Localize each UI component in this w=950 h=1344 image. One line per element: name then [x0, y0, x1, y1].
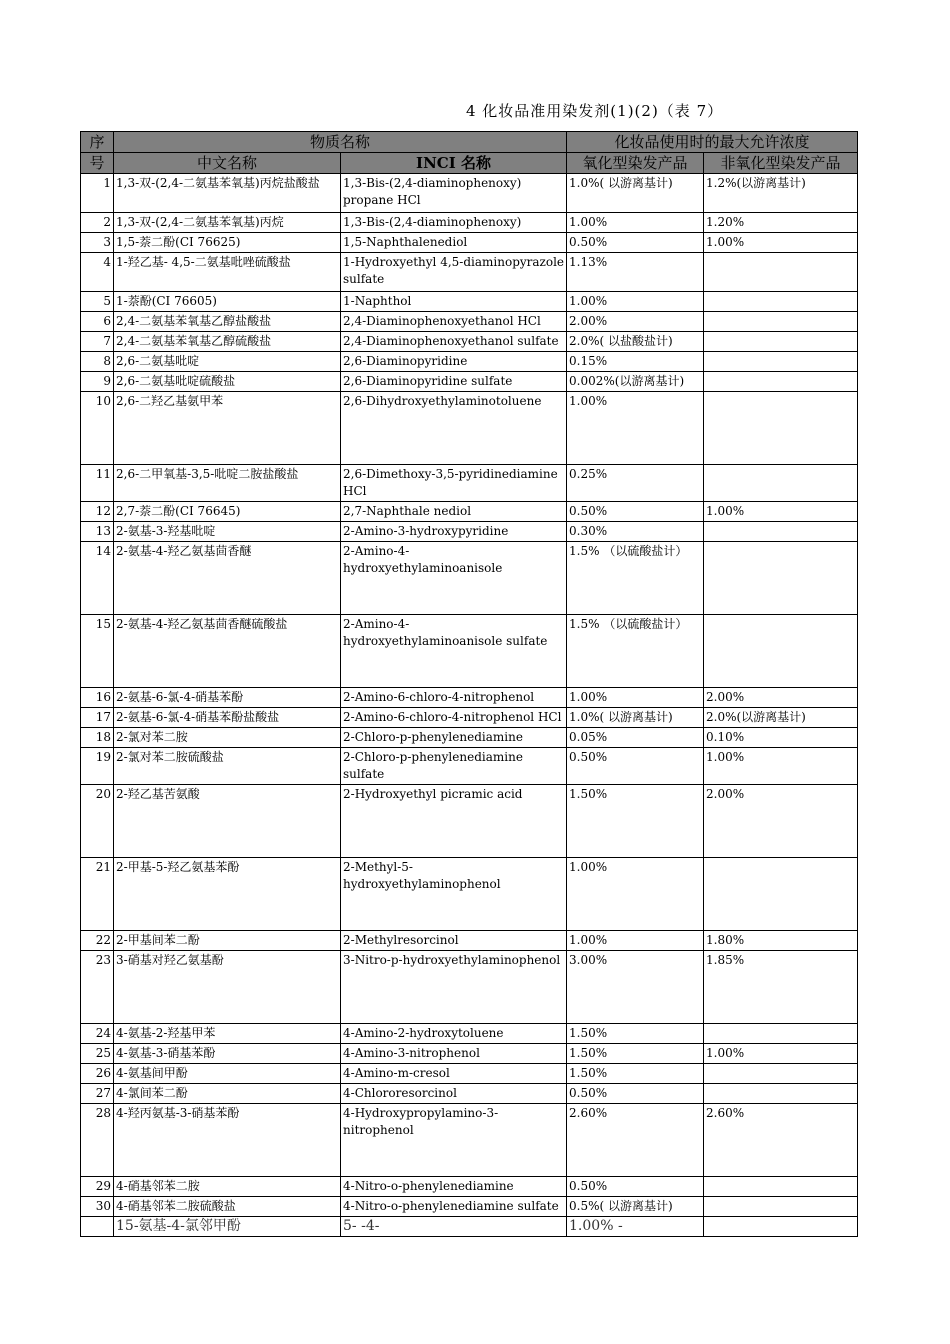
cell-number: 3	[81, 233, 114, 253]
table-row	[81, 615, 858, 688]
cell-inci-name: 1-Hydroxyethyl 4,5-diaminopyrazole sulfate	[341, 253, 567, 292]
cell-non-oxidative	[704, 332, 858, 352]
cell-chinese-name: 2-氨基-4-羟乙氨基茴香醚硫酸盐	[114, 615, 341, 688]
table-row	[81, 708, 858, 728]
cell-non-oxidative: 1.00%	[704, 502, 858, 522]
cell-number: 17	[81, 708, 114, 728]
cell-chinese-name: 2-氯对苯二胺硫酸盐	[114, 748, 341, 785]
cell-non-oxidative: 1.80%	[704, 931, 858, 951]
cell-inci-name: 2-Methyl-5-hydroxyethylaminophenol	[341, 858, 567, 931]
cell-non-oxidative: 1.20%	[704, 213, 858, 233]
table-row	[81, 1197, 858, 1217]
cell-non-oxidative	[704, 392, 858, 465]
cell-number: 9	[81, 372, 114, 392]
cell-number: 11	[81, 465, 114, 502]
cell-number: 27	[81, 1084, 114, 1104]
header-seq-top: 序	[81, 132, 114, 153]
cell-number: 16	[81, 688, 114, 708]
cell-non-oxidative	[704, 372, 858, 392]
header-max-concentration: 化妆品使用时的最大允许浓度	[567, 132, 858, 153]
table-row	[81, 352, 858, 372]
cell-non-oxidative: 2.60%	[704, 1104, 858, 1177]
cell-inci-name: 2-Amino-3-hydroxypyridine	[341, 522, 567, 542]
cell-non-oxidative	[704, 1064, 858, 1084]
cell-oxidative: 0.50%	[567, 748, 704, 785]
cell-non-oxidative	[704, 542, 858, 615]
cell-non-oxidative: 1.85%	[704, 951, 858, 1024]
cell-number: 7	[81, 332, 114, 352]
cell-non-oxidative	[704, 1177, 858, 1197]
table-row	[81, 233, 858, 253]
cell-number	[81, 1217, 114, 1237]
table-row	[81, 1177, 858, 1197]
cell-number: 12	[81, 502, 114, 522]
cell-number: 13	[81, 522, 114, 542]
cell-oxidative: 0.5%( 以游离基计)	[567, 1197, 704, 1217]
cell-non-oxidative	[704, 1217, 858, 1237]
cell-inci-name: 2-Hydroxyethyl picramic acid	[341, 785, 567, 858]
cell-inci-name: 2,7-Naphthale nediol	[341, 502, 567, 522]
cell-non-oxidative	[704, 352, 858, 372]
cell-number: 15	[81, 615, 114, 688]
cell-number: 25	[81, 1044, 114, 1064]
cell-non-oxidative	[704, 615, 858, 688]
table-row	[81, 1217, 858, 1237]
table-row	[81, 951, 858, 1024]
table-row	[81, 858, 858, 931]
cell-oxidative: 0.002%(以游离基计)	[567, 372, 704, 392]
cell-chinese-name: 2,6-二羟乙基氨甲苯	[114, 392, 341, 465]
cell-non-oxidative	[704, 1197, 858, 1217]
cell-inci-name: 2-Amino-4-hydroxyethylaminoanisole sulfate	[341, 615, 567, 688]
cell-inci-name: 2-Amino-4-hydroxyethylaminoanisole	[341, 542, 567, 615]
cell-inci-name: 4-Nitro-o-phenylenediamine sulfate	[341, 1197, 567, 1217]
cell-number: 5	[81, 292, 114, 312]
cell-non-oxidative: 2.00%	[704, 688, 858, 708]
cell-oxidative: 2.00%	[567, 312, 704, 332]
cell-number: 23	[81, 951, 114, 1024]
cell-oxidative: 1.00%	[567, 213, 704, 233]
cell-oxidative: 0.30%	[567, 522, 704, 542]
cell-oxidative: 1.0%( 以游离基计)	[567, 174, 704, 213]
table-row	[81, 728, 858, 748]
cell-inci-name: 2-Chloro-p-phenylenediamine	[341, 728, 567, 748]
table-row	[81, 1064, 858, 1084]
cell-inci-name: 2,4-Diaminophenoxyethanol sulfate	[341, 332, 567, 352]
table-row	[81, 1084, 858, 1104]
cell-oxidative: 1.00%	[567, 858, 704, 931]
cell-oxidative: 0.50%	[567, 233, 704, 253]
cell-number: 28	[81, 1104, 114, 1177]
cell-oxidative: 1.50%	[567, 1044, 704, 1064]
header-inci-name: INCI 名称	[341, 153, 567, 174]
table-row	[81, 748, 858, 785]
cell-chinese-name: 2,7-萘二酚(CI 76645)	[114, 502, 341, 522]
cell-number: 14	[81, 542, 114, 615]
table-row	[81, 174, 858, 213]
table-row	[81, 785, 858, 858]
cell-chinese-name: 2-氨基-6-氯-4-硝基苯酚	[114, 688, 341, 708]
cell-number: 1	[81, 174, 114, 213]
cell-inci-name: 4-Amino-m-cresol	[341, 1064, 567, 1084]
cell-chinese-name: 2,6-二氨基吡啶	[114, 352, 341, 372]
cell-oxidative: 1.00%	[567, 392, 704, 465]
cell-oxidative: 1.13%	[567, 253, 704, 292]
cell-chinese-name: 2-羟乙基苦氨酸	[114, 785, 341, 858]
cell-chinese-name: 2,4-二氨基苯氧基乙醇盐酸盐	[114, 312, 341, 332]
cell-chinese-name: 2-氯对苯二胺	[114, 728, 341, 748]
header-seq-bottom: 号	[81, 153, 114, 174]
cell-chinese-name: 2-氨基-4-羟乙氨基茴香醚	[114, 542, 341, 615]
table-row	[81, 312, 858, 332]
table-row	[81, 688, 858, 708]
cell-number: 2	[81, 213, 114, 233]
table-row	[81, 292, 858, 312]
cell-oxidative: 1.50%	[567, 785, 704, 858]
cell-chinese-name: 4-硝基邻苯二胺硫酸盐	[114, 1197, 341, 1217]
cell-chinese-name: 4-硝基邻苯二胺	[114, 1177, 341, 1197]
cell-non-oxidative: 0.10%	[704, 728, 858, 748]
header-non-oxidative: 非氧化型染发产品	[704, 153, 858, 174]
cell-inci-name: 1,3-Bis-(2,4-diaminophenoxy)	[341, 213, 567, 233]
cell-chinese-name: 1-萘酚(CI 76605)	[114, 292, 341, 312]
cell-non-oxidative: 2.00%	[704, 785, 858, 858]
cell-inci-name: 2-Amino-6-chloro-4-nitrophenol	[341, 688, 567, 708]
cell-inci-name: 2-Chloro-p-phenylenediamine sulfate	[341, 748, 567, 785]
cell-number: 22	[81, 931, 114, 951]
cell-chinese-name: 4-氨基-3-硝基苯酚	[114, 1044, 341, 1064]
cell-non-oxidative: 2.0%(以游离基计)	[704, 708, 858, 728]
cell-chinese-name: 3-硝基对羟乙氨基酚	[114, 951, 341, 1024]
dye-table	[80, 131, 858, 1237]
cell-oxidative: 0.50%	[567, 1084, 704, 1104]
cell-oxidative: 0.50%	[567, 1177, 704, 1197]
table-row	[81, 1104, 858, 1177]
cell-inci-name: 4-Hydroxypropylamino-3-nitrophenol	[341, 1104, 567, 1177]
cell-inci-name: 2-Amino-6-chloro-4-nitrophenol HCl	[341, 708, 567, 728]
cell-oxidative: 0.25%	[567, 465, 704, 502]
cell-chinese-name: 2-氨基-6-氯-4-硝基苯酚盐酸盐	[114, 708, 341, 728]
cell-number: 20	[81, 785, 114, 858]
cell-inci-name: 4-Chlororesorcinol	[341, 1084, 567, 1104]
cell-inci-name: 4-Amino-3-nitrophenol	[341, 1044, 567, 1064]
cell-oxidative: 2.0%( 以盐酸盐计)	[567, 332, 704, 352]
cell-oxidative: 1.00%	[567, 688, 704, 708]
header-chinese-name: 中文名称	[114, 153, 341, 174]
cell-chinese-name: 1-羟乙基- 4,5-二氨基吡唑硫酸盐	[114, 253, 341, 292]
cell-number: 29	[81, 1177, 114, 1197]
cell-oxidative: 1.00%	[567, 931, 704, 951]
cell-non-oxidative: 1.2%(以游离基计)	[704, 174, 858, 213]
cell-chinese-name: 2,6-二甲氧基-3,5-吡啶二胺盐酸盐	[114, 465, 341, 502]
cell-non-oxidative: 1.00%	[704, 1044, 858, 1064]
cell-oxidative: 3.00%	[567, 951, 704, 1024]
cell-chinese-name: 1,3-双-(2,4-二氨基苯氧基)丙烷	[114, 213, 341, 233]
header-row-bottom	[81, 153, 858, 174]
cell-oxidative: 0.15%	[567, 352, 704, 372]
cell-number: 8	[81, 352, 114, 372]
cell-oxidative: 0.05%	[567, 728, 704, 748]
cell-chinese-name: 2,6-二氨基吡啶硫酸盐	[114, 372, 341, 392]
cell-non-oxidative: 1.00%	[704, 748, 858, 785]
cell-inci-name: 2,6-Dimethoxy-3,5-pyridinediamine HCl	[341, 465, 567, 502]
cell-non-oxidative	[704, 1024, 858, 1044]
cell-non-oxidative	[704, 522, 858, 542]
cell-chinese-name: 1,3-双-(2,4-二氨基苯氧基)丙烷盐酸盐	[114, 174, 341, 213]
table-row	[81, 931, 858, 951]
cell-oxidative: 1.0%( 以游离基计)	[567, 708, 704, 728]
cell-number: 26	[81, 1064, 114, 1084]
cell-non-oxidative	[704, 465, 858, 502]
cell-oxidative: 1.00% -	[567, 1217, 704, 1237]
cell-inci-name: 1-Naphthol	[341, 292, 567, 312]
table-row	[81, 213, 858, 233]
cell-number: 6	[81, 312, 114, 332]
header-substance-name: 物质名称	[114, 132, 567, 153]
cell-chinese-name: 4-氯间苯二酚	[114, 1084, 341, 1104]
cell-number: 19	[81, 748, 114, 785]
page-title: 4 化妆品准用染发剂(1)(2)（表 7）	[466, 102, 724, 120]
cell-oxidative: 1.5% （以硫酸盐计）	[567, 542, 704, 615]
cell-chinese-name: 4-羟丙氨基-3-硝基苯酚	[114, 1104, 341, 1177]
cell-chinese-name: 2-氨基-3-羟基吡啶	[114, 522, 341, 542]
cell-oxidative: 0.50%	[567, 502, 704, 522]
cell-chinese-name: 2-甲基-5-羟乙氨基苯酚	[114, 858, 341, 931]
table-row	[81, 1024, 858, 1044]
cell-inci-name: 5- -4-	[341, 1217, 567, 1237]
cell-non-oxidative	[704, 312, 858, 332]
cell-number: 30	[81, 1197, 114, 1217]
cell-inci-name: 2,4-Diaminophenoxyethanol HCl	[341, 312, 567, 332]
cell-non-oxidative	[704, 858, 858, 931]
cell-number: 18	[81, 728, 114, 748]
cell-inci-name: 4-Amino-2-hydroxytoluene	[341, 1024, 567, 1044]
cell-inci-name: 2,6-Diaminopyridine sulfate	[341, 372, 567, 392]
cell-non-oxidative	[704, 1084, 858, 1104]
cell-non-oxidative	[704, 253, 858, 292]
cell-inci-name: 2-Methylresorcinol	[341, 931, 567, 951]
cell-chinese-name: 15-氨基-4-氯邻甲酚	[114, 1217, 341, 1237]
cell-number: 10	[81, 392, 114, 465]
cell-oxidative: 1.00%	[567, 292, 704, 312]
table-row	[81, 372, 858, 392]
table-row	[81, 253, 858, 292]
cell-number: 24	[81, 1024, 114, 1044]
cell-oxidative: 1.50%	[567, 1024, 704, 1044]
table-row	[81, 502, 858, 522]
cell-inci-name: 2,6-Diaminopyridine	[341, 352, 567, 372]
cell-chinese-name: 1,5-萘二酚(CI 76625)	[114, 233, 341, 253]
table-row	[81, 465, 858, 502]
header-row-top	[81, 132, 858, 153]
cell-oxidative: 2.60%	[567, 1104, 704, 1177]
cell-chinese-name: 4-氨基-2-羟基甲苯	[114, 1024, 341, 1044]
cell-oxidative: 1.50%	[567, 1064, 704, 1084]
cell-inci-name: 1,5-Naphthalenediol	[341, 233, 567, 253]
cell-chinese-name: 2,4-二氨基苯氧基乙醇硫酸盐	[114, 332, 341, 352]
table-row	[81, 542, 858, 615]
table-row	[81, 522, 858, 542]
cell-inci-name: 1,3-Bis-(2,4-diaminophenoxy) propane HCl	[341, 174, 567, 213]
cell-oxidative: 1.5% （以硫酸盐计）	[567, 615, 704, 688]
cell-non-oxidative: 1.00%	[704, 233, 858, 253]
table-row	[81, 332, 858, 352]
cell-inci-name: 3-Nitro-p-hydroxyethylaminophenol	[341, 951, 567, 1024]
cell-number: 4	[81, 253, 114, 292]
header-oxidative: 氧化型染发产品	[567, 153, 704, 174]
cell-chinese-name: 4-氨基间甲酚	[114, 1064, 341, 1084]
cell-inci-name: 2,6-Dihydroxyethylaminotoluene	[341, 392, 567, 465]
cell-inci-name: 4-Nitro-o-phenylenediamine	[341, 1177, 567, 1197]
cell-non-oxidative	[704, 292, 858, 312]
table-row	[81, 1044, 858, 1064]
table-row	[81, 392, 858, 465]
cell-number: 21	[81, 858, 114, 931]
cell-chinese-name: 2-甲基间苯二酚	[114, 931, 341, 951]
